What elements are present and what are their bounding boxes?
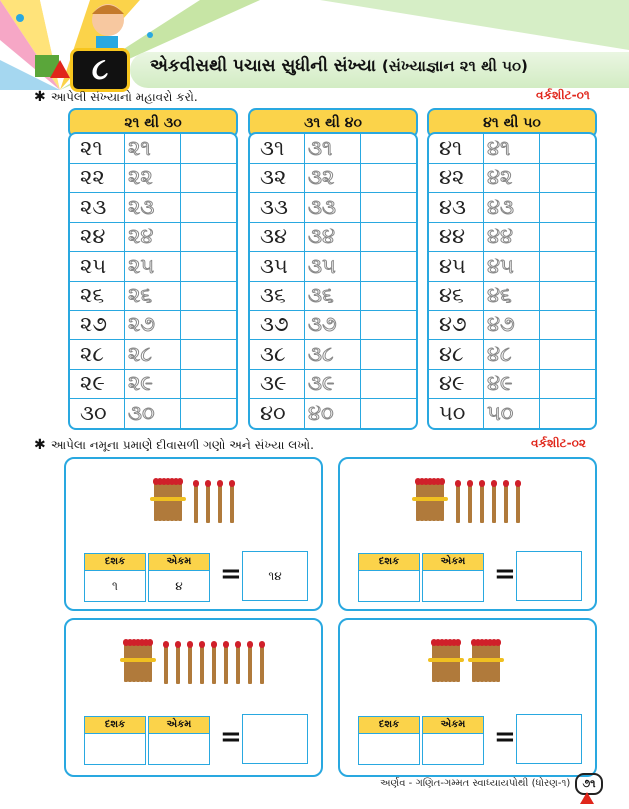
number-table [248,132,418,430]
table-row [429,222,595,252]
matchstick-icon [212,644,216,684]
write-cell[interactable] [182,369,234,397]
number-table [427,132,597,430]
number-solid: ૩૮ [260,341,286,366]
counting-box [338,457,597,611]
tens-label: દશક [84,716,146,734]
table-row [429,399,595,428]
table-row [250,369,416,399]
number-trace: ૪૩ [487,194,515,219]
number-trace: ૪૯ [487,371,513,396]
number-solid: ૪૬ [439,283,464,307]
matchstick-icon [468,483,472,523]
worksheet2-instruction-text: આપેલા નમૂના પ્રમાણે દીવાસળી ગણો અને સંખ્યા લખો. [50,438,314,452]
number-trace: ૩૪ [308,224,336,249]
matchstick-icon [516,483,520,523]
number-trace: ૩૧ [308,136,333,160]
ones-label: એકમ [148,553,210,571]
counting-box [338,618,597,777]
write-cell[interactable] [182,193,234,221]
tens-value[interactable]: ૧ [84,570,146,602]
number-solid: ૩૭ [260,312,289,337]
answer-box[interactable] [516,714,582,764]
tens-value[interactable] [84,733,146,765]
table-row [429,134,595,164]
worksheet2-instruction [34,434,314,453]
matchstick-icon [200,644,204,684]
table-row [70,252,236,282]
table-row [70,399,236,428]
number-trace: ૨૩ [128,194,155,219]
write-cell[interactable] [541,134,593,162]
worksheet1-instruction [34,86,198,105]
number-solid: ૨૧ [80,136,103,160]
number-solid: ૩૬ [260,283,286,307]
number-solid: ૨૭ [80,312,107,337]
write-cell[interactable] [362,222,414,250]
number-trace: ૪૫ [487,253,514,278]
number-trace: ૩૫ [308,253,336,278]
write-cell[interactable] [541,252,593,280]
answer-box[interactable] [242,714,308,764]
number-solid: ૨૫ [80,253,107,278]
matchstick-bundle-icon [428,638,464,684]
matchstick-icon [492,483,496,523]
matchstick-icon [194,483,198,523]
page-title-text: એકવીસથી પચાસ સુધીની સંખ્યા [150,56,376,76]
table-row [250,222,416,252]
matchstick-icon [188,644,192,684]
number-trace: ૫૦ [487,400,514,425]
number-trace: ૨૬ [128,283,153,307]
write-cell[interactable] [541,163,593,191]
number-trace: ૩૩ [308,194,336,219]
matchstick-icon [224,644,228,684]
number-trace: ૩૮ [308,341,334,366]
tens-label: દશક [358,553,420,571]
number-trace: ૪૧ [487,136,511,160]
write-cell[interactable] [182,163,234,191]
write-cell[interactable] [362,252,414,280]
counting-box [64,457,323,611]
table-row [70,193,236,223]
table-row [250,134,416,164]
write-cell[interactable] [541,340,593,368]
table-row [70,281,236,311]
page-number: ૭૧ [575,773,603,795]
write-cell[interactable] [362,340,414,368]
number-trace: ૨૭ [128,312,155,337]
write-cell[interactable] [182,252,234,280]
page-subtitle: (સંખ્યાજ્ઞાન ૨૧ થી ૫૦) [381,57,528,75]
number-solid: ૩૦ [80,400,107,425]
number-trace: ૪૭ [487,312,515,337]
number-solid: ૪૫ [439,253,466,278]
write-cell[interactable] [182,310,234,338]
ones-label: એકમ [422,553,484,571]
table-row [250,399,416,428]
number-solid: ૩૪ [260,224,288,249]
number-solid: ૪૮ [439,341,464,366]
write-cell[interactable] [362,281,414,309]
matchstick-icon [260,644,264,684]
number-solid: ૪૨ [439,165,465,190]
star-bullet-icon: ✱ [34,89,46,105]
number-solid: ૨૨ [80,165,105,190]
write-cell[interactable] [362,163,414,191]
table-row [250,281,416,311]
write-cell[interactable] [182,340,234,368]
matchstick-icon [230,483,234,523]
number-solid: ૩૫ [260,253,288,278]
table-row [250,310,416,340]
number-trace: ૪૮ [487,341,512,366]
table-row [429,281,595,311]
number-trace: ૨૫ [128,253,155,278]
number-trace: ૩૭ [308,312,337,337]
equals-sign: = [494,722,516,752]
number-solid: ૨૯ [80,371,105,396]
worksheet2-tag: વર્કશીટ-૦૨ [531,436,586,450]
matchstick-icon [480,483,484,523]
number-trace: ૨૪ [128,224,154,249]
table-row [70,369,236,399]
table-row [429,252,595,282]
write-cell[interactable] [362,369,414,397]
table-row [429,163,595,193]
number-trace: ૩૯ [308,371,335,396]
table-heading: ૪૧ થી ૫૦ [427,108,597,138]
number-trace: ૨૮ [128,341,152,366]
number-trace: ૨૨ [128,165,153,190]
table-heading: ૨૧ થી ૩૦ [68,108,238,138]
equals-sign: = [220,722,242,752]
table-row [429,369,595,399]
write-cell[interactable] [541,193,593,221]
counting-box [64,618,323,777]
tens-value[interactable] [358,570,420,602]
write-cell[interactable] [182,399,234,427]
matchstick-icon [218,483,222,523]
write-cell[interactable] [541,369,593,397]
number-trace: ૨૯ [128,371,153,396]
number-solid: ૩૯ [260,371,287,396]
write-cell[interactable] [182,222,234,250]
table-row [70,310,236,340]
table-heading: ૩૧ થી ૪૦ [248,108,418,138]
number-trace: ૩૬ [308,283,334,307]
number-table [68,132,238,430]
number-solid: ૪૯ [439,371,465,396]
number-solid: ૪૦ [260,400,286,425]
table-row [250,340,416,370]
number-solid: ૨૬ [80,283,105,307]
number-solid: ૪૩ [439,194,467,219]
ones-label: એકમ [148,716,210,734]
worksheet1-instruction-text: આપેલી સંખ્યાનો મહાવરો કરો. [50,90,198,104]
table-row [70,222,236,252]
tens-label: દશક [358,716,420,734]
page-title [150,56,528,76]
table-row [429,310,595,340]
footer-text: અર્ણવ - ગણિત-ગમ્મત સ્વાધ્યાયપોથી (ધોરણ-૧) [380,778,571,789]
number-solid: ૪૭ [439,312,467,337]
table-row [70,340,236,370]
number-solid: ૪૧ [439,136,463,160]
answer-box[interactable] [516,551,582,601]
number-solid: ૩૩ [260,194,288,219]
write-cell[interactable] [182,281,234,309]
ones-label: એકમ [422,716,484,734]
number-trace: ૪૦ [308,400,334,425]
worksheet1-tag: વર્કશીટ-૦૧ [536,88,590,102]
tens-label: દશક [84,553,146,571]
number-trace: ૩૨ [308,165,335,190]
matchstick-icon [236,644,240,684]
tens-value[interactable] [358,733,420,765]
table-row [250,163,416,193]
equals-sign: = [494,559,516,589]
equals-sign: = [220,559,242,589]
number-solid: ૨૮ [80,341,104,366]
matchstick-icon [504,483,508,523]
write-cell[interactable] [541,399,593,427]
ones-value[interactable] [422,733,484,765]
table-row [70,134,236,164]
write-cell[interactable] [362,193,414,221]
matchstick-icon [206,483,210,523]
number-solid: ૨૪ [80,224,106,249]
number-solid: ૪૪ [439,224,466,249]
table-row [250,193,416,223]
number-trace: ૪૪ [487,224,514,249]
write-cell[interactable] [362,399,414,427]
write-cell[interactable] [362,310,414,338]
matchstick-bundle-icon [412,477,448,523]
matchstick-bundle-icon [468,638,504,684]
write-cell[interactable] [541,310,593,338]
matchstick-bundle-icon [150,477,186,523]
ones-value[interactable] [422,570,484,602]
number-trace: ૪૬ [487,283,512,307]
answer-box[interactable]: ૧૪ [242,551,308,601]
number-trace: ૨૧ [128,136,151,160]
number-solid: ૨૩ [80,194,107,219]
table-row [429,340,595,370]
chapter-number-badge: ૮ [70,48,130,92]
ones-value[interactable]: ૪ [148,570,210,602]
number-trace: ૪૨ [487,165,513,190]
write-cell[interactable] [362,134,414,162]
matchstick-bundle-icon [120,638,156,684]
write-cell[interactable] [541,281,593,309]
matchstick-icon [176,644,180,684]
number-solid: ૩૨ [260,165,287,190]
matchstick-icon [248,644,252,684]
matchstick-icon [164,644,168,684]
number-solid: ૫૦ [439,400,466,425]
footer-triangle-icon [580,792,594,804]
matchstick-icon [456,483,460,523]
number-solid: ૩૧ [260,136,285,160]
star-bullet-icon: ✱ [34,437,46,453]
table-row [250,252,416,282]
write-cell[interactable] [541,222,593,250]
ones-value[interactable] [148,733,210,765]
write-cell[interactable] [182,134,234,162]
table-row [429,193,595,223]
table-row [70,163,236,193]
number-trace: ૩૦ [128,400,155,425]
